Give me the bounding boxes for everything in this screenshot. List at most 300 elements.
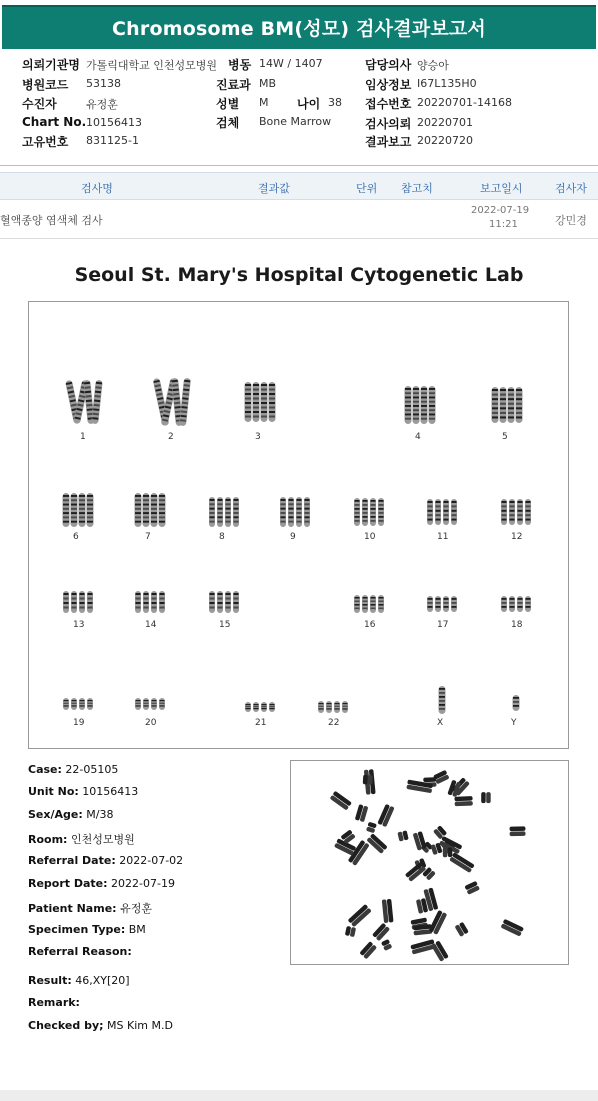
chromosome-band	[64, 700, 69, 701]
chromosome-band	[151, 508, 157, 510]
chromosome-label-3: 3	[255, 432, 261, 442]
chromosome-band	[355, 601, 360, 603]
chromosome-band	[253, 411, 259, 413]
chromosome-band	[492, 394, 498, 396]
chromosome-band	[210, 607, 215, 609]
chromosome-band	[343, 706, 348, 707]
chromosome-band	[269, 398, 275, 400]
chromosome-band	[436, 514, 441, 516]
chromosome-band	[452, 505, 457, 507]
chromosome-band	[429, 392, 435, 394]
chromosome-band	[429, 409, 435, 411]
chromosome-band	[355, 597, 360, 599]
chromosome-band	[363, 597, 368, 599]
chromosome-band	[270, 708, 275, 709]
chromosome-band	[413, 414, 419, 416]
chromosome-band	[160, 703, 165, 704]
chromosome-band	[436, 510, 441, 512]
chromosome-band	[63, 499, 69, 501]
specimen-label: 검체	[216, 116, 240, 130]
chromosome-band	[436, 519, 441, 521]
metaphase-chromatid	[481, 792, 486, 803]
chromosome-band	[218, 512, 223, 514]
chromosome-band	[405, 397, 411, 399]
chromosome-band	[436, 505, 441, 507]
chromosome-band	[270, 704, 275, 705]
chromosome-band	[428, 602, 433, 604]
chromosome-band	[297, 503, 302, 505]
chromosome-label-9: 9	[290, 532, 296, 542]
chromosome-band	[144, 705, 149, 706]
chromosome-band	[143, 508, 149, 510]
chromosome-band	[254, 706, 259, 707]
metaphase-chromatid	[423, 777, 436, 782]
chromosome-band	[500, 407, 506, 409]
chromosome-band	[526, 598, 531, 600]
chromosome-band	[261, 402, 267, 404]
chromosome-band	[327, 706, 332, 707]
chromosome-band	[413, 392, 419, 394]
chromosome-band	[281, 508, 286, 510]
chromosome-band	[516, 403, 522, 405]
chromosome-band	[379, 516, 384, 518]
chromosome-band	[508, 407, 514, 409]
chromosome-band	[436, 606, 441, 608]
chromosome-band	[518, 514, 523, 516]
chromosome-band	[135, 495, 141, 497]
chromosome-band	[245, 411, 251, 413]
chromosome-band	[363, 500, 368, 502]
chromosome-band	[234, 598, 239, 600]
id-label: 고유번호	[22, 135, 69, 149]
chromosome-band	[226, 508, 231, 510]
chromosome-band	[379, 512, 384, 514]
chromosome-band	[429, 397, 435, 399]
chromosome-band	[143, 521, 149, 523]
results-table-row[interactable]	[0, 201, 598, 239]
chromosome-band	[510, 519, 515, 521]
chromosome-band	[363, 504, 368, 506]
chromosome-band	[135, 504, 141, 506]
chromosome-band	[152, 593, 157, 595]
chromosome-band	[513, 705, 519, 707]
chromosome-band	[226, 503, 231, 505]
chromosome-band	[160, 598, 165, 600]
chromosome-band	[502, 510, 507, 512]
chromosome-band	[210, 508, 215, 510]
chromosome-band	[452, 501, 457, 503]
chromosome-band	[413, 388, 419, 390]
metaphase-chromatid	[363, 775, 368, 785]
chromosome-band	[428, 519, 433, 521]
chromosome-band	[262, 704, 267, 705]
chromosome-band	[144, 593, 149, 595]
chromosome-band	[87, 504, 93, 506]
chromosome-band	[379, 601, 384, 603]
chromosome-band	[253, 393, 259, 395]
chromosome-band	[254, 708, 259, 709]
chromosome-band	[500, 403, 506, 405]
chromosome-band	[136, 700, 141, 701]
chromosome-band	[144, 607, 149, 609]
chromosome-band	[305, 521, 310, 523]
chromosome-band	[226, 607, 231, 609]
chromosome-band	[492, 416, 498, 418]
chromosome-band	[500, 412, 506, 414]
chromosome-band	[518, 510, 523, 512]
chromatid	[326, 701, 332, 713]
chromosome-band	[269, 393, 275, 395]
chromosome-band	[253, 402, 259, 404]
chromosome-band	[327, 708, 332, 709]
dept-value: MB	[259, 77, 277, 90]
chromosome-band	[371, 608, 376, 610]
chromosome-band	[289, 499, 294, 501]
chromosome-label-10: 10	[364, 532, 376, 542]
chromosome-band	[87, 495, 93, 497]
dept-label: 진료과	[216, 78, 251, 92]
chromosome-label-14: 14	[145, 620, 157, 630]
metaphase-chromatid	[368, 775, 373, 785]
chromosome-band	[526, 501, 531, 503]
results-table-header	[0, 172, 598, 200]
chromosome-band	[151, 521, 157, 523]
chromosome-band	[379, 520, 384, 522]
chromosome-band	[444, 598, 449, 600]
chromosome-band	[71, 504, 77, 506]
chromosome-band	[371, 504, 376, 506]
request-label: 검사의뢰	[365, 117, 412, 131]
room-field: Room: 인천성모병원	[28, 833, 135, 846]
chromosome-band	[72, 700, 77, 701]
chromosome-band	[508, 403, 514, 405]
chromosome-band	[218, 521, 223, 523]
chromatid	[79, 698, 85, 710]
chromosome-band	[281, 516, 286, 518]
chromosome-band	[246, 708, 251, 709]
chromosome-band	[439, 688, 445, 690]
chromosome-band	[492, 389, 498, 391]
report-title: Chromosome BM(성모) 검사결과보고서	[112, 18, 486, 40]
chromosome-band	[151, 499, 157, 501]
header-unit: 단위	[356, 182, 378, 195]
chromosome-band	[363, 604, 368, 606]
chromosome-band	[261, 398, 267, 400]
chromosome-band	[429, 414, 435, 416]
chromatid	[334, 701, 340, 713]
page-footer-strip	[0, 1090, 598, 1101]
referral-reason-field: Referral Reason:	[28, 945, 132, 958]
row-tester: 강민경	[555, 214, 587, 227]
chromosome-band	[319, 706, 324, 707]
chromosome-band	[218, 499, 223, 501]
chromosome-band	[371, 520, 376, 522]
chromosome-band	[513, 697, 519, 699]
chromosome-band	[421, 392, 427, 394]
chromosome-band	[87, 512, 93, 514]
chromosome-band	[253, 384, 259, 386]
chromatid	[318, 701, 324, 713]
chromosome-band	[80, 593, 85, 595]
chromosome-band	[159, 512, 165, 514]
chromosome-band	[143, 504, 149, 506]
chromosome-band	[88, 703, 93, 704]
chromosome-band	[444, 510, 449, 512]
chromosome-band	[421, 401, 427, 403]
chromosome-band	[210, 499, 215, 501]
chromosome-band	[429, 418, 435, 420]
chromosome-band	[87, 499, 93, 501]
chromatid	[135, 698, 141, 710]
chromosome-label-8: 8	[219, 532, 225, 542]
chromosome-band	[144, 598, 149, 600]
chromosome-band	[516, 394, 522, 396]
chromosome-label-6: 6	[73, 532, 79, 542]
chromosome-band	[355, 520, 360, 522]
chromosome-band	[371, 512, 376, 514]
chromosome-band	[363, 516, 368, 518]
chromosome-band	[269, 389, 275, 391]
chromosome-band	[371, 601, 376, 603]
doctor-label: 담당의사	[365, 58, 412, 72]
sex-value: M	[259, 96, 269, 109]
chromosome-band	[79, 495, 85, 497]
chromosome-band	[63, 508, 69, 510]
chromosome-band	[262, 706, 267, 707]
chromosome-band	[88, 607, 93, 609]
chromosome-band	[510, 510, 515, 512]
metaphase-image	[291, 761, 568, 964]
chromosome-band	[502, 598, 507, 600]
chromosome-band	[226, 516, 231, 518]
chromosome-band	[88, 593, 93, 595]
chromatid	[143, 698, 149, 710]
chromosome-band	[136, 602, 141, 604]
chromosome-band	[452, 606, 457, 608]
chromosome-band	[335, 706, 340, 707]
chromosome-band	[210, 503, 215, 505]
chromosome-band	[210, 512, 215, 514]
chromosome-band	[226, 598, 231, 600]
chromosome-band	[226, 602, 231, 604]
chromosome-label-19: 19	[73, 718, 85, 728]
chromosome-band	[363, 520, 368, 522]
chromosome-band	[518, 505, 523, 507]
chromosome-band	[160, 607, 165, 609]
chromosome-band	[210, 516, 215, 518]
chromosome-band	[136, 703, 141, 704]
header-test-name: 검사명	[81, 182, 113, 195]
chromosome-band	[371, 500, 376, 502]
chromosome-band	[245, 389, 251, 391]
chromosome-band	[413, 418, 419, 420]
chromosome-band	[439, 696, 445, 698]
report-date-field: Report Date: 2022-07-19	[28, 877, 175, 890]
chromosome-band	[510, 505, 515, 507]
chromosome-band	[500, 389, 506, 391]
chromosome-band	[143, 516, 149, 518]
chromosome-band	[492, 407, 498, 409]
chromosome-band	[371, 597, 376, 599]
chromosome-band	[226, 521, 231, 523]
ward-label: 병동	[228, 58, 252, 72]
header-reference: 참고치	[401, 182, 433, 195]
chromosome-band	[297, 521, 302, 523]
chromosome-band	[428, 598, 433, 600]
row-report-time: 11:21	[489, 219, 518, 230]
chromosome-band	[526, 606, 531, 608]
chromosome-band	[281, 521, 286, 523]
chromosome-band	[210, 602, 215, 604]
chromosome-band	[79, 512, 85, 514]
chromosome-band	[245, 393, 251, 395]
chromosome-band	[226, 499, 231, 501]
chromosome-band	[136, 607, 141, 609]
chromosome-band	[159, 508, 165, 510]
chromosome-band	[218, 607, 223, 609]
chromosome-band	[72, 593, 77, 595]
chromosome-band	[452, 598, 457, 600]
chromosome-band	[516, 416, 522, 418]
chromosome-band	[245, 407, 251, 409]
chromosome-band	[72, 602, 77, 604]
chromosome-band	[526, 514, 531, 516]
chromosome-band	[143, 499, 149, 501]
chromosome-band	[439, 708, 445, 710]
chromosome-band	[88, 705, 93, 706]
chromosome-band	[405, 414, 411, 416]
chromosome-band	[80, 700, 85, 701]
chromosome-band	[500, 394, 506, 396]
chromosome-band	[379, 508, 384, 510]
chromosome-band	[428, 514, 433, 516]
chromosome-band	[135, 508, 141, 510]
chromosome-band	[218, 508, 223, 510]
chromosome-band	[444, 501, 449, 503]
chromosome-band	[151, 516, 157, 518]
chromosome-band	[144, 703, 149, 704]
report-title-bar	[2, 5, 596, 49]
chromosome-band	[439, 700, 445, 702]
chromosome-band	[428, 505, 433, 507]
chromosome-band	[218, 593, 223, 595]
chromosome-band	[88, 700, 93, 701]
header-tester: 검사자	[555, 182, 587, 195]
clinical-label: 임상정보	[365, 78, 412, 92]
chromosome-band	[379, 500, 384, 502]
chromosome-band	[492, 403, 498, 405]
chromosome-label-22: 22	[328, 718, 340, 728]
chromosome-band	[379, 504, 384, 506]
chromosome-label-17: 17	[437, 620, 449, 630]
chromosome-band	[135, 521, 141, 523]
chromosome-band	[516, 389, 522, 391]
header-report-time: 보고일시	[480, 182, 523, 195]
chromosome-band	[79, 504, 85, 506]
chromosome-band	[210, 598, 215, 600]
chromosome-band	[513, 701, 519, 703]
chromosome-band	[281, 503, 286, 505]
sexage-field: Sex/Age: M/38	[28, 808, 114, 821]
chromosome-band	[428, 501, 433, 503]
doctor-value: 양승아	[417, 59, 449, 72]
chromatid	[342, 701, 348, 713]
chromosome-band	[371, 604, 376, 606]
chromosome-band	[160, 705, 165, 706]
chromosome-band	[87, 508, 93, 510]
chromosome-band	[355, 508, 360, 510]
chromosome-band	[319, 703, 324, 704]
chromosome-band	[305, 508, 310, 510]
chromosome-band	[72, 703, 77, 704]
chromosome-band	[436, 602, 441, 604]
header-result-value: 결과값	[258, 182, 290, 195]
chromosome-band	[502, 606, 507, 608]
receipt-value: 20220701-14168	[417, 96, 512, 109]
chromosome-band	[508, 389, 514, 391]
chromosome-band	[502, 505, 507, 507]
chromosome-band	[510, 602, 515, 604]
chromosome-label-18: 18	[511, 620, 523, 630]
metaphase-chromatid	[443, 848, 448, 858]
chromosome-band	[234, 499, 239, 501]
chromosome-band	[63, 512, 69, 514]
chromosome-band	[508, 416, 514, 418]
sex-label: 성별	[216, 97, 240, 111]
chromosome-band	[281, 499, 286, 501]
chromosome-band	[452, 514, 457, 516]
chromosome-band	[254, 704, 259, 705]
chromosome-band	[136, 705, 141, 706]
chromosome-band	[379, 604, 384, 606]
metaphase-chromatid	[448, 847, 453, 857]
chromosome-band	[71, 521, 77, 523]
chromosome-label-15: 15	[219, 620, 231, 630]
chromosome-band	[71, 499, 77, 501]
chromosome-band	[305, 503, 310, 505]
chromosome-band	[421, 409, 427, 411]
chromosome-band	[234, 512, 239, 514]
chromosome-label-1: 1	[80, 432, 86, 442]
chromosome-band	[63, 516, 69, 518]
patient-value: 유정훈	[86, 98, 118, 111]
karyotype-panel	[28, 301, 569, 749]
chromosome-band	[439, 704, 445, 706]
chromosome-band	[143, 512, 149, 514]
chromosome-band	[234, 516, 239, 518]
row-test-name: 혈액종양 염색체 검사	[0, 214, 103, 227]
chromosome-band	[327, 703, 332, 704]
chromosome-band	[508, 412, 514, 414]
lab-title: Seoul St. Mary's Hospital Cytogenetic Lab	[74, 264, 524, 286]
chromosome-band	[371, 516, 376, 518]
chromosome-band	[526, 505, 531, 507]
chromosome-band	[261, 389, 267, 391]
chromosome-band	[421, 414, 427, 416]
chromosome-band	[261, 384, 267, 386]
chromosome-band	[218, 598, 223, 600]
chromosome-label-4: 4	[415, 432, 421, 442]
chromosome-band	[136, 598, 141, 600]
metaphase-chromatid	[455, 801, 473, 806]
chromosome-band	[436, 501, 441, 503]
patient-name-field: Patient Name: 유정훈	[28, 902, 152, 915]
chromosome-band	[270, 706, 275, 707]
chromosome-band	[79, 508, 85, 510]
chromosome-band	[64, 703, 69, 704]
chromosome-band	[261, 411, 267, 413]
chromosome-band	[152, 700, 157, 701]
